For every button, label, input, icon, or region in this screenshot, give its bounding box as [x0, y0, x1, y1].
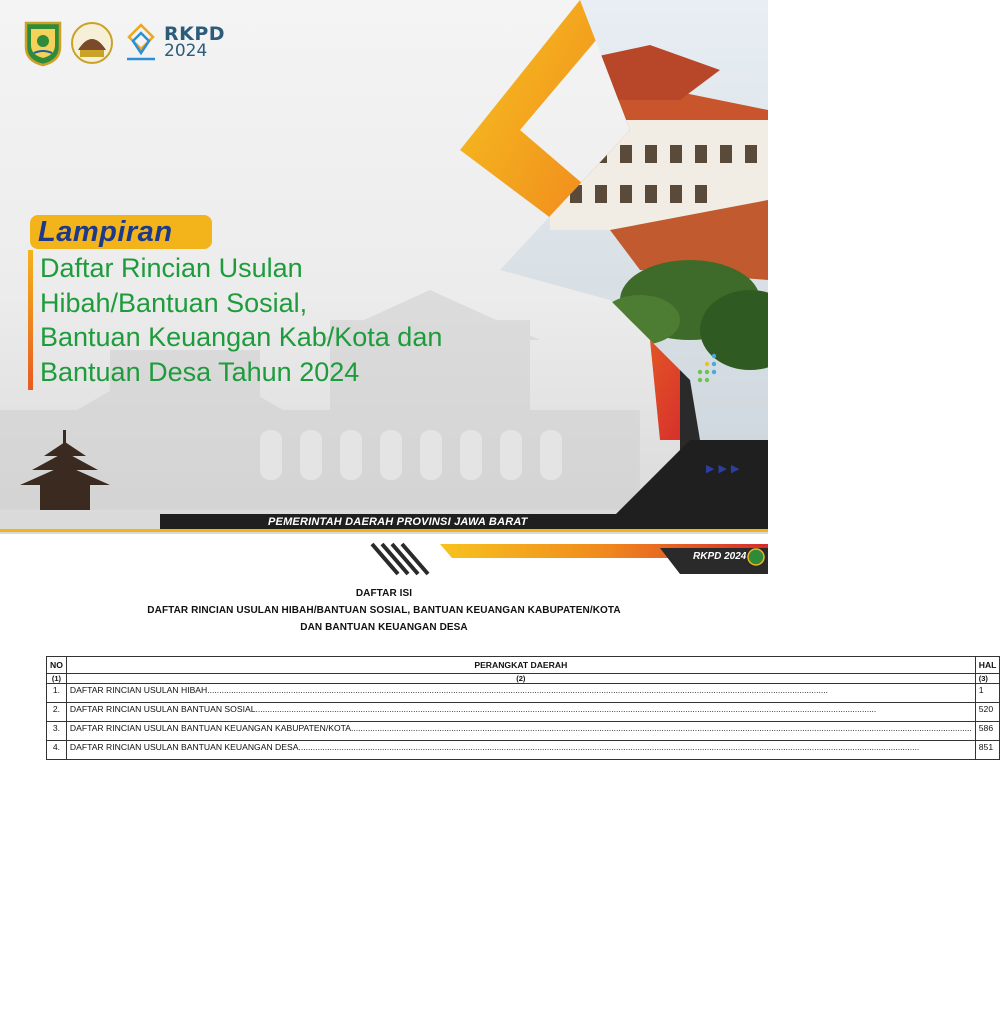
table-header-row	[47, 657, 1000, 674]
lampiran-label: Lampiran	[38, 216, 173, 248]
dot-leader: ....................................................................................................................................................................................................................................................................	[298, 742, 920, 752]
table-row[interactable]	[47, 703, 1000, 722]
row-no: 4.	[47, 741, 67, 760]
toc-subheading-1: DAFTAR RINCIAN USULAN HIBAH/BANTUAN SOSIAL, BANTUAN KEUANGAN KABUPATEN/KOTA	[147, 605, 621, 616]
col-number-1: (1)	[47, 674, 67, 684]
dots-decoration	[696, 350, 726, 384]
row-no: 1.	[47, 684, 67, 703]
toc-subheading-2: DAN BANTUAN KEUANGAN DESA	[300, 622, 468, 633]
table-row[interactable]	[47, 684, 1000, 703]
rkpd-logo-icon	[124, 23, 158, 63]
dot-leader: ....................................................................................................................................................................................................................................................................	[350, 723, 972, 733]
footer-text: PEMERINTAH DAERAH PROVINSI JAWA BARAT	[268, 516, 528, 528]
col-number-2: (2)	[66, 674, 975, 684]
cover-title-line-1: Daftar Rincian Usulan	[40, 253, 303, 283]
row-label[interactable]: DAFTAR RINCIAN USULAN BANTUAN SOSIAL	[69, 704, 256, 714]
row-page: 586	[975, 722, 1000, 741]
row-label[interactable]: DAFTAR RINCIAN USULAN HIBAH	[69, 685, 208, 695]
rkpd-wordmark-title: RKPD	[164, 23, 226, 45]
row-label-cell[interactable]	[66, 741, 975, 760]
col-header-perangkat: PERANGKAT DAERAH	[66, 657, 975, 674]
col-number-3: (3)	[975, 674, 1000, 684]
table-row[interactable]	[47, 741, 1000, 760]
rkpd-wordmark	[164, 23, 226, 61]
dot-leader: ....................................................................................................................................................................................................................................................................	[207, 685, 829, 695]
page2-header-band	[0, 538, 768, 580]
cover-title	[40, 251, 600, 389]
table-row[interactable]	[47, 722, 1000, 741]
lampiran-tag	[30, 215, 212, 249]
toc-table	[46, 656, 1000, 760]
cover-title-line-2: Hibah/Bantuan Sosial,	[40, 287, 308, 318]
jawa-barat-emblem-icon	[22, 19, 64, 67]
row-label-cell[interactable]	[66, 684, 975, 703]
rkpd-wordmark-year: 2024	[164, 41, 208, 61]
row-label[interactable]: DAFTAR RINCIAN USULAN BANTUAN KEUANGAN DESA	[69, 742, 299, 752]
row-label-cell[interactable]	[66, 703, 975, 722]
rkpd-badge: RKPD 2024	[693, 551, 747, 562]
row-no: 2.	[47, 703, 67, 722]
title-accent-bar	[28, 250, 33, 390]
row-page: 520	[975, 703, 1000, 722]
toc-heading: DAFTAR ISI	[355, 588, 413, 599]
header-logos	[22, 18, 225, 68]
row-label-cell[interactable]	[66, 722, 975, 741]
dot-leader: ....................................................................................................................................................................................................................................................................	[255, 704, 877, 714]
row-page: 851	[975, 741, 1000, 760]
arrows-decoration: ▶▶▶	[706, 463, 744, 475]
cover-title-line-4: Bantuan Desa Tahun 2024	[40, 356, 360, 387]
bappeda-logo-icon	[70, 20, 114, 66]
cover-title-line-3: Bantuan Keuangan Kab/Kota dan	[40, 322, 443, 352]
col-header-hal: HAL	[975, 657, 1000, 674]
jabar-small-emblem-icon	[748, 549, 764, 565]
cover-page	[0, 0, 768, 534]
row-page: 1	[975, 684, 1000, 703]
row-label[interactable]: DAFTAR RINCIAN USULAN BANTUAN KEUANGAN KABUPATEN/KOTA	[69, 723, 351, 733]
row-no: 3.	[47, 722, 67, 741]
col-header-no: NO	[47, 657, 67, 674]
column-number-row	[47, 674, 1000, 684]
